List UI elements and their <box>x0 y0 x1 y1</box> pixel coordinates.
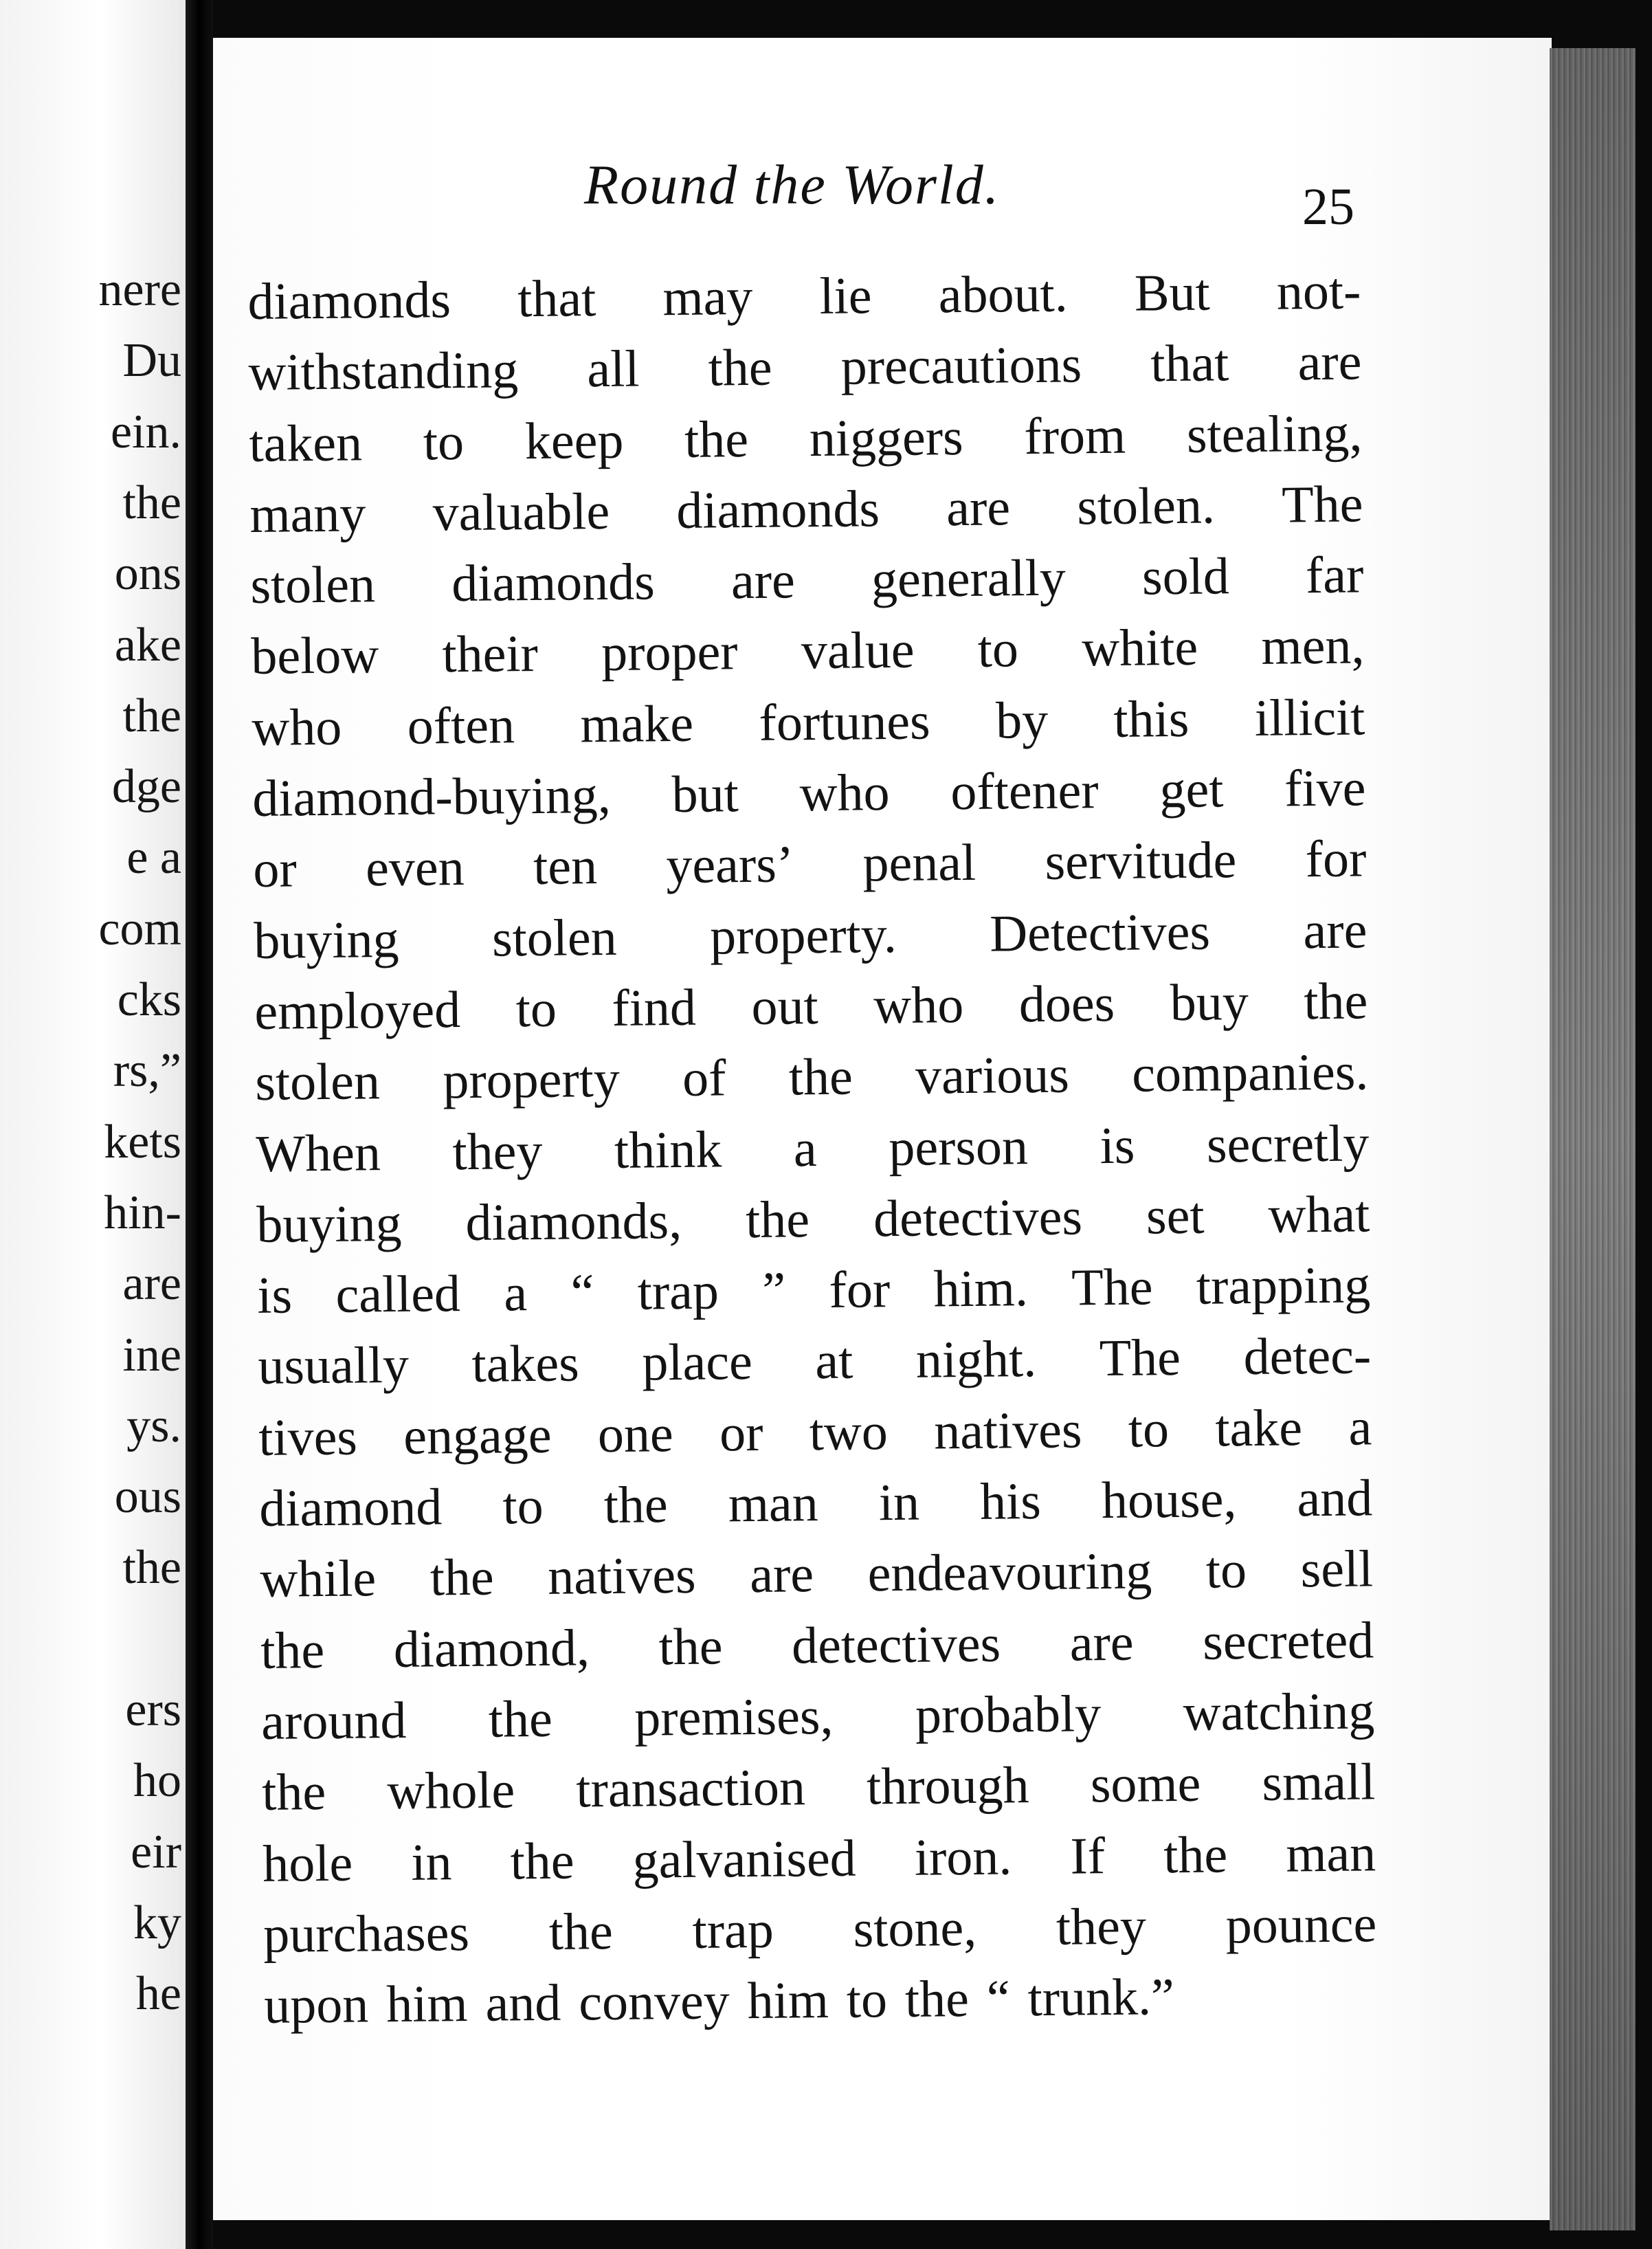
text-line <box>251 611 1365 693</box>
word: stealing, <box>1186 404 1363 464</box>
word: they <box>1056 1897 1147 1956</box>
word: fortunes <box>759 692 930 752</box>
word: this <box>1113 689 1190 749</box>
text-line <box>254 966 1368 1048</box>
word: who <box>252 698 342 757</box>
body-text <box>247 256 1378 2041</box>
word: out <box>751 977 819 1036</box>
word: natives <box>933 1401 1082 1461</box>
word: buy <box>1170 973 1249 1032</box>
word: him <box>747 1971 829 2030</box>
word: the <box>429 1548 495 1607</box>
word: house, <box>1101 1470 1237 1530</box>
word: some <box>1090 1755 1201 1814</box>
word: are <box>730 551 796 610</box>
word: is <box>1100 1116 1135 1175</box>
word: to <box>423 412 465 472</box>
word: who <box>799 764 890 823</box>
word: from <box>1024 406 1126 465</box>
word: diamond <box>258 1478 443 1538</box>
left-page-line: Du <box>122 334 181 388</box>
word: man <box>1285 1824 1376 1883</box>
word: his <box>979 1472 1042 1531</box>
word: pounce <box>1225 1895 1377 1955</box>
word: transaction <box>576 1758 806 1819</box>
word: illicit <box>1254 688 1365 747</box>
word: to <box>515 979 557 1039</box>
word: employed <box>254 981 461 1041</box>
text-line <box>255 1037 1369 1119</box>
word: the <box>261 1763 326 1822</box>
left-page-fragment <box>0 0 186 2249</box>
word: detectives <box>873 1188 1083 1248</box>
left-page-line: dge <box>111 760 181 814</box>
word: oftener <box>950 762 1100 821</box>
left-page-line: com <box>98 902 181 955</box>
word: tives <box>258 1408 358 1467</box>
word: “ <box>570 1263 594 1322</box>
word: convey <box>578 1972 730 2032</box>
word: a <box>793 1119 818 1177</box>
left-page-line: ers <box>125 1683 181 1736</box>
text-line <box>254 895 1368 977</box>
word: buying <box>254 910 399 970</box>
word: and <box>485 1973 561 2032</box>
word: around <box>260 1691 407 1751</box>
word: upon <box>263 1975 369 2035</box>
word: ” <box>761 1261 786 1320</box>
word: taken <box>249 414 363 473</box>
word: take <box>1215 1399 1303 1458</box>
text-line <box>249 469 1363 551</box>
left-page-line: rs,” <box>113 1044 181 1098</box>
word: detectives <box>791 1615 1001 1675</box>
text-line <box>262 1747 1376 1829</box>
word: to <box>1205 1541 1247 1600</box>
word: ten <box>533 837 598 896</box>
word: sell <box>1300 1540 1374 1599</box>
word: but <box>671 765 739 824</box>
word: galvanised <box>632 1829 857 1890</box>
word: a <box>503 1264 528 1322</box>
word: make <box>580 694 694 754</box>
word: keep <box>524 411 624 470</box>
word: the <box>1304 972 1368 1031</box>
text-line <box>260 1605 1374 1687</box>
word: purchases <box>263 1903 470 1964</box>
word: place <box>641 1333 753 1393</box>
word: often <box>407 696 515 755</box>
word: are <box>1303 901 1368 960</box>
word: valuable <box>432 482 610 542</box>
page-number: 25 <box>1302 178 1354 236</box>
word: two <box>809 1402 889 1461</box>
word: secretly <box>1206 1114 1370 1174</box>
word: to <box>977 620 1019 679</box>
word: about. <box>938 265 1069 324</box>
left-page-line: nere <box>98 263 181 316</box>
word: diamonds, <box>465 1191 682 1252</box>
word: who <box>873 976 964 1035</box>
word: called <box>335 1265 461 1324</box>
word: get <box>1159 760 1224 819</box>
left-page-line: he <box>135 1967 181 2021</box>
word: below <box>251 626 379 686</box>
left-page-line: ake <box>114 618 181 672</box>
word: to <box>1128 1399 1170 1459</box>
word: the <box>510 1832 574 1890</box>
text-line <box>263 1818 1376 1900</box>
word: The <box>1099 1329 1181 1388</box>
word: buying <box>256 1194 402 1254</box>
word: at <box>814 1332 853 1391</box>
word: The <box>1281 475 1363 534</box>
left-page-line: the <box>122 689 181 742</box>
word: by <box>995 691 1049 750</box>
word: even <box>365 839 465 898</box>
word: companies. <box>1131 1043 1369 1103</box>
word: the <box>603 1476 669 1535</box>
left-page-line: ho <box>133 1754 181 1808</box>
word: the <box>788 1048 853 1107</box>
word: usually <box>257 1336 410 1396</box>
left-page-line: hin- <box>104 1186 181 1239</box>
word: value <box>801 621 915 680</box>
word: the <box>548 1902 614 1961</box>
word: But <box>1134 263 1211 322</box>
text-line <box>258 1321 1372 1403</box>
word: trunk.” <box>1027 1968 1175 2028</box>
text-line <box>250 540 1364 622</box>
left-page-line: are <box>122 1257 181 1311</box>
page-edges <box>1550 48 1636 2230</box>
word: probably <box>915 1685 1102 1744</box>
word: him <box>386 1975 468 2034</box>
word: proper <box>601 623 738 683</box>
word: iron. <box>914 1827 1012 1887</box>
word: not- <box>1276 262 1361 321</box>
word: in <box>410 1832 452 1892</box>
word: secreted <box>1202 1610 1374 1671</box>
word: all <box>586 340 640 399</box>
word: white <box>1081 619 1198 678</box>
word: precautions <box>840 335 1082 397</box>
word: man <box>728 1474 819 1533</box>
word: find <box>612 978 697 1037</box>
word: property. <box>709 905 897 966</box>
word: niggers <box>809 408 963 467</box>
word: to <box>846 1971 888 2029</box>
word: are <box>1297 333 1362 392</box>
text-line <box>249 398 1363 480</box>
word: natives <box>547 1547 696 1606</box>
left-page-line: the <box>122 1541 181 1595</box>
word: are <box>1069 1613 1134 1672</box>
word: many <box>249 485 366 544</box>
text-line <box>259 1463 1373 1544</box>
word: or <box>253 840 298 899</box>
word: years’ <box>666 835 794 895</box>
text-line <box>252 682 1365 764</box>
word: detec- <box>1243 1327 1372 1386</box>
text-line <box>261 1676 1375 1758</box>
word: of <box>682 1049 726 1108</box>
word: for <box>1305 830 1367 889</box>
text-line <box>252 753 1366 834</box>
text-line <box>253 824 1367 906</box>
word: takes <box>471 1334 580 1394</box>
word: diamonds <box>247 271 451 331</box>
left-page-line: ky <box>133 1896 181 1949</box>
word: men, <box>1261 617 1365 676</box>
word: through <box>866 1756 1029 1816</box>
word: they <box>452 1122 543 1181</box>
word: does <box>1018 974 1115 1034</box>
word: is <box>256 1266 293 1325</box>
book-gutter <box>186 0 213 2249</box>
text-line <box>256 1108 1370 1190</box>
word: what <box>1268 1185 1370 1244</box>
word: “ <box>986 1969 1011 2028</box>
word: the <box>658 1617 723 1676</box>
word: property <box>442 1050 621 1110</box>
word: and <box>1297 1469 1373 1528</box>
word: a <box>1348 1398 1372 1456</box>
running-head: Round the World. <box>584 153 1001 216</box>
word: the <box>904 1970 970 2029</box>
left-page-line: the <box>122 476 181 529</box>
word: person <box>888 1117 1029 1177</box>
word: think <box>614 1120 722 1179</box>
word: the <box>260 1621 325 1680</box>
word: one <box>597 1404 674 1463</box>
word: five <box>1284 759 1366 818</box>
text-line <box>257 1250 1371 1332</box>
word: to <box>502 1476 544 1536</box>
word: Detectives <box>989 902 1211 963</box>
word: hole <box>262 1834 353 1893</box>
word: the <box>745 1190 810 1249</box>
left-page-line: e a <box>126 831 181 885</box>
word: may <box>662 267 753 327</box>
word: diamonds <box>451 553 656 613</box>
word: endeavouring <box>867 1542 1152 1603</box>
word: far <box>1305 546 1364 605</box>
word: their <box>442 625 539 684</box>
left-page-line: ons <box>114 547 181 601</box>
word: engage <box>403 1406 552 1465</box>
word: set <box>1146 1186 1205 1245</box>
word: night. <box>915 1330 1037 1390</box>
word: are <box>749 1545 814 1604</box>
word: diamonds <box>676 480 880 540</box>
word: that <box>1150 334 1229 393</box>
text-line <box>258 1392 1372 1474</box>
left-page-line: ine <box>122 1328 181 1382</box>
word: generally <box>871 549 1067 609</box>
word: the <box>684 410 749 469</box>
text-line <box>247 256 1361 337</box>
word: the <box>488 1689 553 1749</box>
word: lie <box>819 267 872 326</box>
word: various <box>915 1045 1070 1105</box>
word: him. <box>933 1259 1029 1318</box>
word: watching <box>1183 1682 1375 1742</box>
word: or <box>719 1404 763 1463</box>
word: the <box>1163 1825 1228 1884</box>
left-page-line: kets <box>104 1115 181 1168</box>
word: trap <box>637 1262 719 1321</box>
left-page-line: ous <box>114 1470 181 1524</box>
word: that <box>517 269 596 329</box>
word: penal <box>862 834 976 893</box>
word: diamond, <box>393 1618 590 1679</box>
word: the <box>708 338 772 397</box>
word: When <box>255 1123 381 1183</box>
word: small <box>1262 1753 1376 1813</box>
word: stone, <box>853 1898 977 1958</box>
word: in <box>878 1473 920 1532</box>
word: stolen. <box>1076 476 1216 536</box>
word: trapping <box>1196 1256 1371 1316</box>
word: premises, <box>634 1687 834 1747</box>
word: whole <box>387 1761 515 1821</box>
left-page-line: ein. <box>110 405 181 458</box>
left-page-line: cks <box>117 973 181 1026</box>
word: sold <box>1141 547 1230 606</box>
word: stolen <box>250 555 376 615</box>
text-line <box>248 327 1362 409</box>
word: stolen <box>254 1052 381 1112</box>
left-page-line: ys. <box>126 1399 181 1452</box>
word: withstanding <box>248 341 519 402</box>
text-line <box>263 1889 1377 1971</box>
text-line <box>260 1534 1374 1616</box>
left-page-line: eir <box>131 1825 181 1879</box>
word: stolen <box>491 908 618 968</box>
word: trap <box>692 1901 774 1960</box>
word: diamond-buying, <box>252 766 612 828</box>
word: while <box>259 1549 377 1609</box>
word: are <box>946 478 1011 538</box>
text-line <box>256 1179 1370 1261</box>
word: The <box>1071 1258 1153 1317</box>
text-line <box>264 1960 1378 2041</box>
word: servitude <box>1045 831 1237 891</box>
word: If <box>1070 1826 1106 1885</box>
word: for <box>829 1261 891 1320</box>
